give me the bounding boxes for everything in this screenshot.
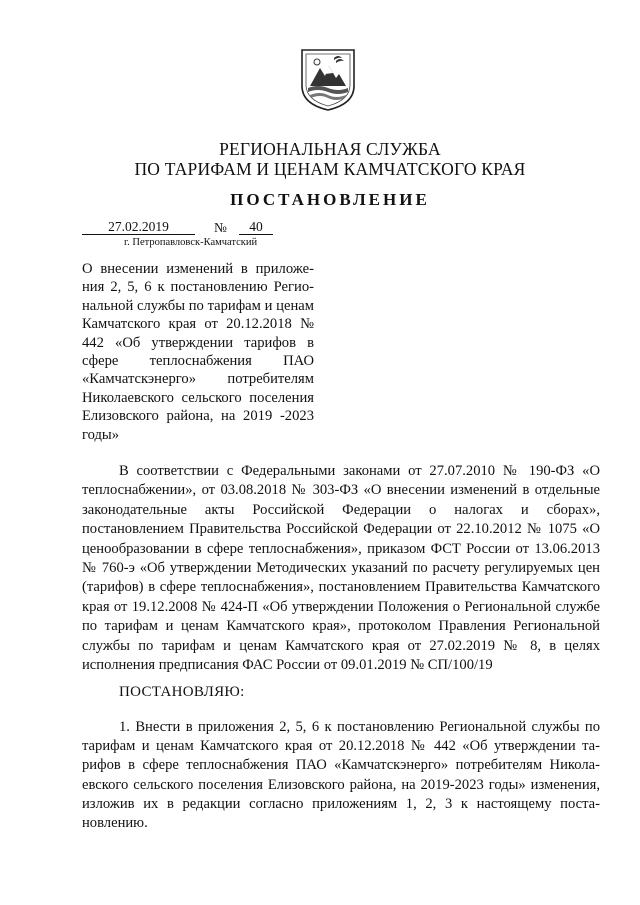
- preamble-paragraph: В соответствии с Федеральными законами от 27.07.2010 № 190-ФЗ «О теплоснабжении», от 03.08.2018 № 303-ФЗ «О внесении изменений в отдельные законодательные акты Российской Федерации о налогах и сборах», постановлением Правительства Российской Федерации от 22.10.2012 № 1075 «О ценообразовании в сфере теплоснабжения», приказом ФСТ России от 13.06.2013 № 760-э «Об утверждении Методических указаний по расчету регулируемых цен (тарифов) в сфере теплоснабжения», постановлением Правительства Камчатского края от 19.12.2008 № 424-П «Об утверждении Положения о Региональной службе по тарифам и ценам Камчатского края», протоколом Правления Региональной службы по тарифам и ценам Камчатского края от 27.02.2019 № 8, в целях исполнения предписания ФАС России от 09.01.2019 № СП/100/19: [82, 463, 600, 674]
- document-subject: О внесении изменений в приложения 2, 5, 6 к постановлению Региональной службы по тарифам и ценам Камчатского края от 20.12.2018 № 442 «Об утверждении тарифов в сфере теплоснабжения ПАО «Камчатскэнерго» потребителям Николаевского сельского поселения Елизовского района, на 2019 -2023 годы»: [82, 261, 314, 443]
- number-sign: №: [214, 220, 227, 235]
- document-date: 27.02.2019: [82, 220, 195, 235]
- kamchatka-coat-of-arms-icon: [298, 48, 358, 112]
- organization-name-line2: ПО ТАРИФАМ И ЦЕНАМ КАМЧАТСКОГО КРАЯ: [134, 159, 526, 179]
- clause-1-paragraph: 1. Внести в приложения 2, 5, 6 к постановлению Региональной службы по тарифам и ценам Камчатского края от 20.12.2018 № 442 «Об утверждении тарифов в сфере теплоснабжения ПАО «Камчатскэнерго» потребителям Николаевского сельского поселения Елизовского района, на 2019-2023 годы» изменения, изложив их в редакции согласно приложениям 1, 2, 3 к настоящему постановлению.: [82, 719, 600, 832]
- organization-name-line1: РЕГИОНАЛЬНАЯ СЛУЖБА: [219, 139, 441, 159]
- decree-word: ПОСТАНОВЛЯЮ:: [119, 684, 245, 700]
- document-city: г. Петропавловск-Камчатский: [124, 237, 258, 248]
- document-type-title: ПОСТАНОВЛЕНИЕ: [230, 190, 430, 209]
- document-number: 40: [239, 220, 273, 235]
